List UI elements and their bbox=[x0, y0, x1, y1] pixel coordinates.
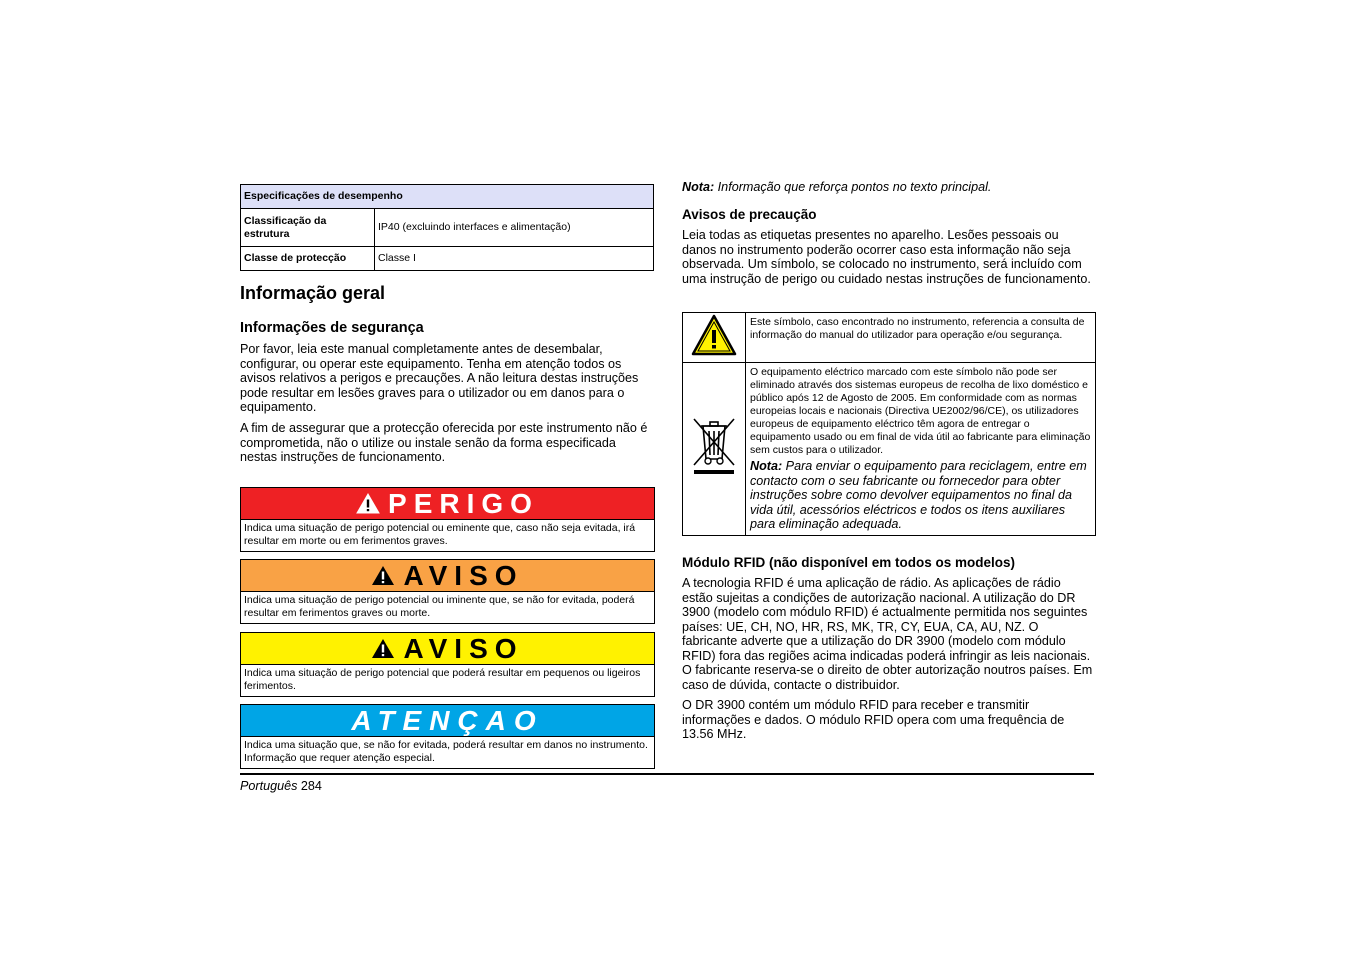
spec-value: IP40 (excluindo interfaces e alimentação) bbox=[375, 209, 654, 247]
precautions-paragraph: Leia todas as etiquetas presentes no aparelho. Lesões pessoais ou danos no instrumento poderão ocorrer caso esta informação não seja observada. Um símbolo, se colocado no instrumento, será incluído com uma instrução de perigo ou cuidado nestas instruções de funcionamento. bbox=[682, 228, 1091, 286]
table-row bbox=[683, 313, 1096, 363]
safety-paragraph-2: A fim de assegurar que a protecção oferecida por este instrumento não é comprometida, não o utilize ou instale senão da forma especificada nestas instruções de funcionamento. bbox=[240, 421, 648, 464]
warning-triangle-icon bbox=[371, 565, 395, 586]
hazard-description: Indica uma situação de perigo potencial ou eminente que, caso não seja evitada, irá resultar em morte ou em ferimentos graves. bbox=[244, 522, 636, 547]
performance-spec-table bbox=[240, 184, 654, 271]
hazard-description: Indica uma situação de perigo potencial ou iminente que, se não for evitada, poderá resultar em ferimentos graves ou morte. bbox=[244, 594, 635, 619]
spec-value: Classe I bbox=[375, 247, 654, 271]
page-number: 284 bbox=[300, 779, 322, 793]
hazard-notice-box bbox=[240, 704, 655, 769]
hazard-label: AVISO bbox=[403, 559, 524, 591]
warning-triangle-icon bbox=[691, 314, 737, 356]
symbol-description bbox=[746, 363, 1096, 536]
hazard-label: AVISO bbox=[403, 632, 524, 664]
safety-paragraph-1: Por favor, leia este manual completamente antes de desembalar, configurar, ou operar este equipamento. Tenha em atenção todos os avisos relativos a perigos e precauções. A não leitura destas instruções pode resultar em lesões graves para o utilizador ou em danos para o equipamento. bbox=[240, 342, 639, 414]
hazard-danger-banner bbox=[241, 488, 654, 520]
hazard-danger-box bbox=[240, 487, 655, 552]
table-row bbox=[241, 247, 654, 271]
crossed-bin-icon bbox=[690, 415, 738, 477]
hazard-label: PERIGO bbox=[388, 487, 539, 519]
precautions-title: Avisos de precaução bbox=[682, 207, 817, 222]
symbol-description: Este símbolo, caso encontrado no instrumento, referencia a consulta de informação do manual do utilizador para operação e/ou segurança. bbox=[746, 313, 1096, 363]
page-footer bbox=[240, 779, 322, 793]
rfid-title: Módulo RFID (não disponível em todos os modelos) bbox=[682, 555, 1016, 570]
warning-triangle-icon bbox=[371, 638, 395, 659]
rfid-paragraph-1: A tecnologia RFID é uma aplicação de rádio. As aplicações de rádio estão sujeitas a condições de autorização nacional. A utilização do DR 3900 (modelo com módulo RFID) é actualmente permitida nos seguintes países: UE, CH, NO, HR, RS, MK, TR, CY, EUA, CA, AU, NZ. O fabricante adverte que a utilização do DR 3900 (modelo com módulo RFID) fora das regiões acima indicadas poderá infringir as leis nacionais. O fabricante reserva-se o direito de obter autorização noutros países. Em caso de dúvida, contacte o distribuidor. bbox=[682, 576, 1093, 692]
warning-triangle-icon bbox=[356, 493, 380, 514]
note-text: Informação que reforça pontos no texto principal. bbox=[714, 180, 992, 194]
subsection-title: Informações de segurança bbox=[240, 320, 424, 336]
spec-table-header: Especificações de desempenho bbox=[241, 185, 654, 209]
footer-language: Português bbox=[240, 779, 298, 793]
symbol-table bbox=[682, 312, 1096, 536]
weee-note bbox=[750, 459, 1091, 532]
hazard-warning-banner bbox=[241, 560, 654, 592]
hazard-caution-banner bbox=[241, 633, 654, 665]
section-title: Informação geral bbox=[240, 283, 386, 303]
hazard-caution-box bbox=[240, 632, 655, 697]
note bbox=[682, 180, 1096, 195]
table-row bbox=[683, 363, 1096, 536]
note-text: Para enviar o equipamento para reciclagem, entre em contacto com o seu fabricante ou fornecedor para obter instruções sobre como devolver equipamentos no final da vida útil, acessórios eléctricos e todos os itens auxiliares para eliminação adequada. bbox=[750, 459, 1087, 531]
rfid-paragraph-2: O DR 3900 contém um módulo RFID para receber e transmitir informações e dados. O módulo RFID opera com uma frequência de 13.56 MHz. bbox=[682, 698, 1065, 741]
hazard-label: ATENÇAO bbox=[351, 704, 544, 736]
hazard-warning-box bbox=[240, 559, 655, 624]
footer-rule bbox=[240, 773, 1094, 775]
note-label: Nota: bbox=[750, 459, 783, 473]
table-row bbox=[241, 209, 654, 247]
hazard-notice-banner bbox=[241, 705, 654, 737]
hazard-description: Indica uma situação de perigo potencial que poderá resultar em pequenos ou ligeiros ferimentos. bbox=[244, 667, 641, 692]
spec-key: Classificação da estrutura bbox=[241, 209, 375, 247]
weee-text: O equipamento eléctrico marcado com este símbolo não pode ser eliminado através dos sistemas europeus de recolha de lixo doméstico e público após 12 de Agosto de 2005. Em conformidade com as normas europeias locais e nacionais (Directiva UE2002/96/CE), os utilizadores europeus de equipamento eléctrico têm agora de entregar o equipamento usado ou em final de vida útil ao fabricante para eliminação sem custos para o utilizador. bbox=[750, 366, 1091, 456]
spec-key: Classe de protecção bbox=[241, 247, 375, 271]
hazard-description: Indica uma situação que, se não for evitada, poderá resultar em danos no instrumento. Informação que requer atenção especial. bbox=[244, 739, 648, 764]
symbol-icon-cell bbox=[683, 313, 746, 363]
symbol-icon-cell bbox=[683, 363, 746, 536]
note-label: Nota: bbox=[682, 180, 715, 194]
